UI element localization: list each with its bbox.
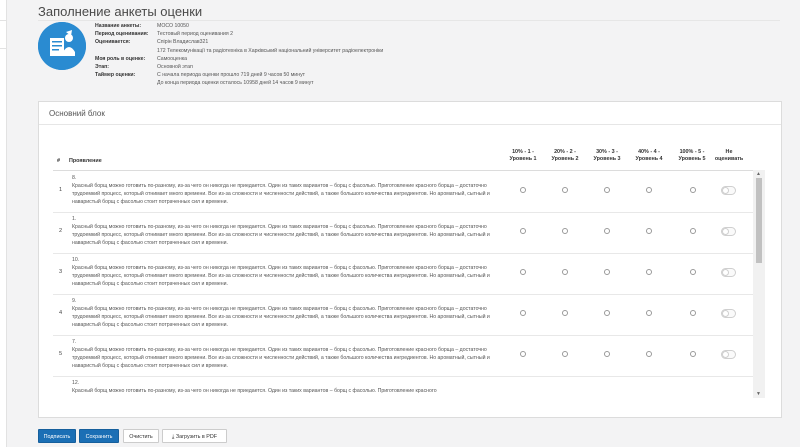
row-text: Красный борщ можно готовить по-разному, из-за чего он никогда не приедается. Один из таких вариантов – борщ с фасолью. Приготовление красного борща – достаточно трудоемкий процесс, который отнимает много времени. Все из-за сложности и численности действий, а также большого количества ингредиентов. Но ароматный, сытный и наваристый борщ с фасолью стоит потраченных сил и времени. [72, 224, 490, 246]
info-value: С начала периода оценки прошло 719 дней 9 часов 50 минут [157, 72, 306, 79]
row-description [72, 174, 502, 206]
info-label: Этап: [95, 64, 109, 71]
row-number: 1 [59, 187, 63, 193]
header-level-3 [587, 149, 627, 163]
header-level-4-line1: 40% - 4 - [638, 149, 660, 155]
level-3-radio[interactable] [604, 228, 610, 234]
header-level-3-line2: Уровень 3 [593, 156, 621, 162]
header-level-4-line2: Уровень 4 [635, 156, 663, 162]
table-row [53, 253, 753, 295]
level-5-radio[interactable] [690, 228, 696, 234]
header-level-2 [545, 149, 585, 163]
row-number: 2 [59, 228, 63, 234]
row-number: 5 [59, 351, 63, 357]
row-number: 3 [59, 269, 63, 275]
header-level-5-line1: 100% - 5 - [679, 149, 705, 155]
info-row [95, 63, 383, 71]
not-evaluate-toggle[interactable] [721, 350, 736, 359]
info-value: МОСО 10050 [157, 23, 189, 29]
row-code: 8. [72, 175, 77, 181]
sign-button[interactable]: Подписать [38, 429, 76, 443]
row-description [72, 215, 502, 247]
info-label: Моя роль в оценке: [95, 55, 146, 62]
info-row [95, 30, 383, 38]
info-value: Самооценка [157, 55, 187, 62]
download-pdf-label: Загрузить в PDF [175, 434, 218, 440]
header-level-3-line1: 30% - 3 - [596, 149, 618, 155]
level-4-radio[interactable] [646, 228, 652, 234]
row-description [72, 256, 502, 288]
table-header [53, 144, 765, 171]
scroll-up-icon[interactable]: ▲ [756, 171, 761, 177]
row-description [72, 297, 502, 329]
level-2-radio[interactable] [562, 351, 568, 357]
header-level-1-line1: 10% - 1 - [512, 149, 534, 155]
level-1-radio[interactable] [520, 351, 526, 357]
table-row [53, 294, 753, 336]
info-value: Спірін Владислав321 [157, 39, 209, 46]
save-button[interactable]: Сохранить [79, 429, 119, 443]
row-text: Красный борщ можно готовить по-разному, из-за чего он никогда не приедается. Один из таких вариантов – борщ с фасолью. Приготовление красного борща – достаточно трудоемкий процесс, который отнимает много времени. Все из-за сложности и численности действий, а также большого количества ингредиентов. Но ароматный, сытный и наваристый борщ с фасолью стоит потраченных сил и времени. [72, 265, 490, 287]
level-5-radio[interactable] [690, 351, 696, 357]
level-2-radio[interactable] [562, 228, 568, 234]
level-5-radio[interactable] [690, 310, 696, 316]
table-scrollbar[interactable] [753, 170, 765, 398]
level-2-radio[interactable] [562, 269, 568, 275]
download-pdf-button[interactable] [162, 429, 227, 443]
info-value: 172 Телекомунікації та радіотехніка в Харківський національний університет радіоелектроніки [157, 47, 384, 54]
row-text: Красный борщ можно готовить по-разному, из-за чего он никогда не приедается. Один из таких вариантов – борщ с фасолью. Приготовление красного борща – достаточно трудоемкий процесс, который отнимает много времени. Все из-за сложности и численности действий, а также большого количества ингредиентов. Но ароматный, сытный и наваристый борщ с фасолью стоит потраченных сил и времени. [72, 306, 490, 328]
header-level-2-line2: Уровень 2 [551, 156, 579, 162]
level-3-radio[interactable] [604, 310, 610, 316]
table-row [53, 212, 753, 254]
scroll-down-icon[interactable]: ▼ [756, 391, 761, 397]
header-manifestation: Проявление [69, 158, 102, 164]
main-block-panel [38, 101, 782, 418]
row-code: 10. [72, 257, 80, 263]
info-row [95, 47, 383, 55]
level-4-radio[interactable] [646, 187, 652, 193]
rating-table [53, 144, 765, 398]
info-label: Таймер оценки: [95, 72, 136, 79]
header-level-4 [629, 149, 669, 163]
title-divider [38, 20, 780, 21]
row-text: Красный борщ можно готовить по-разному, из-за чего он никогда не приедается. Один из таких вариантов – борщ с фасолью. Приготовление красного борща – достаточно трудоемкий процесс, который отнимает много времени. Все из-за сложности и численности действий, а также большого количества ингредиентов. Но ароматный, сытный и наваристый борщ с фасолью стоит потраченных сил и времени. [72, 347, 490, 369]
table-row [53, 376, 753, 398]
info-row [95, 38, 383, 46]
info-label: Оценивается: [95, 39, 131, 46]
row-text: Красный борщ можно готовить по-разному, из-за чего он никогда не приедается. Один из таких вариантов – борщ с фасолью. Приготовление красного [72, 388, 437, 394]
level-5-radio[interactable] [690, 269, 696, 275]
level-3-radio[interactable] [604, 187, 610, 193]
header-level-5-line2: Уровень 5 [678, 156, 706, 162]
table-row [53, 171, 753, 213]
info-label [95, 47, 157, 55]
header-level-1 [503, 149, 543, 163]
not-evaluate-toggle[interactable] [721, 227, 736, 236]
level-3-radio[interactable] [604, 269, 610, 275]
header-level-2-line1: 20% - 2 - [554, 149, 576, 155]
row-description [72, 379, 502, 395]
clear-button[interactable]: Очистить [123, 429, 159, 443]
row-code: 7. [72, 339, 77, 345]
not-evaluate-toggle[interactable] [721, 186, 736, 195]
panel-title: Основний блок [49, 109, 105, 118]
header-not-evaluate [711, 149, 747, 163]
level-1-radio[interactable] [520, 310, 526, 316]
header-num: # [57, 158, 60, 164]
header-not-evaluate-line1: Не [725, 149, 733, 155]
info-label: Период оценивания: [95, 31, 149, 38]
info-row [95, 55, 383, 63]
level-2-radio[interactable] [562, 310, 568, 316]
questionnaire-info [95, 22, 383, 88]
scrollbar-thumb[interactable] [756, 178, 762, 263]
level-2-radio[interactable] [562, 187, 568, 193]
level-1-radio[interactable] [520, 228, 526, 234]
info-label: Название анкеты: [95, 23, 142, 29]
download-icon: ⤓ [171, 434, 175, 440]
row-code: 12. [72, 380, 80, 386]
level-4-radio[interactable] [646, 310, 652, 316]
left-tab[interactable] [0, 28, 6, 49]
header-level-1-line2: Уровень 1 [509, 156, 537, 162]
questionnaire-logo-icon [38, 22, 86, 70]
header-level-5 [671, 149, 713, 163]
left-strip [0, 0, 7, 447]
page-title: Заполнение анкеты оценки [38, 4, 203, 19]
panel-divider [39, 124, 781, 125]
info-value: До конца периода оценки осталось 10958 дней 14 часов 9 минут [157, 80, 314, 87]
row-text: Красный борщ можно готовить по-разному, из-за чего он никогда не приедается. Один из таких вариантов – борщ с фасолью. Приготовление красного борща – достаточно трудоемкий процесс, который отнимает много времени. Все из-за сложности и численности действий, а также большого количества ингредиентов. Но ароматный, сытный и наваристый борщ с фасолью стоит потраченных сил и времени. [72, 183, 490, 205]
not-evaluate-toggle[interactable] [721, 309, 736, 318]
level-4-radio[interactable] [646, 351, 652, 357]
level-4-radio[interactable] [646, 269, 652, 275]
row-number: 4 [59, 310, 63, 316]
info-row [95, 22, 383, 30]
level-1-radio[interactable] [520, 269, 526, 275]
level-5-radio[interactable] [690, 187, 696, 193]
info-row [95, 79, 383, 87]
not-evaluate-toggle[interactable] [721, 268, 736, 277]
info-label [95, 79, 157, 87]
table-row [53, 335, 753, 377]
row-code: 9. [72, 298, 77, 304]
info-value: Тестовый период оценивания 2 [157, 31, 234, 38]
info-row [95, 71, 383, 79]
level-3-radio[interactable] [604, 351, 610, 357]
row-description [72, 338, 502, 370]
info-value: Основной этап [157, 64, 193, 71]
row-code: 1. [72, 216, 77, 222]
header-not-evaluate-line2: оценивать [714, 156, 744, 162]
level-1-radio[interactable] [520, 187, 526, 193]
left-tab[interactable] [0, 0, 6, 21]
